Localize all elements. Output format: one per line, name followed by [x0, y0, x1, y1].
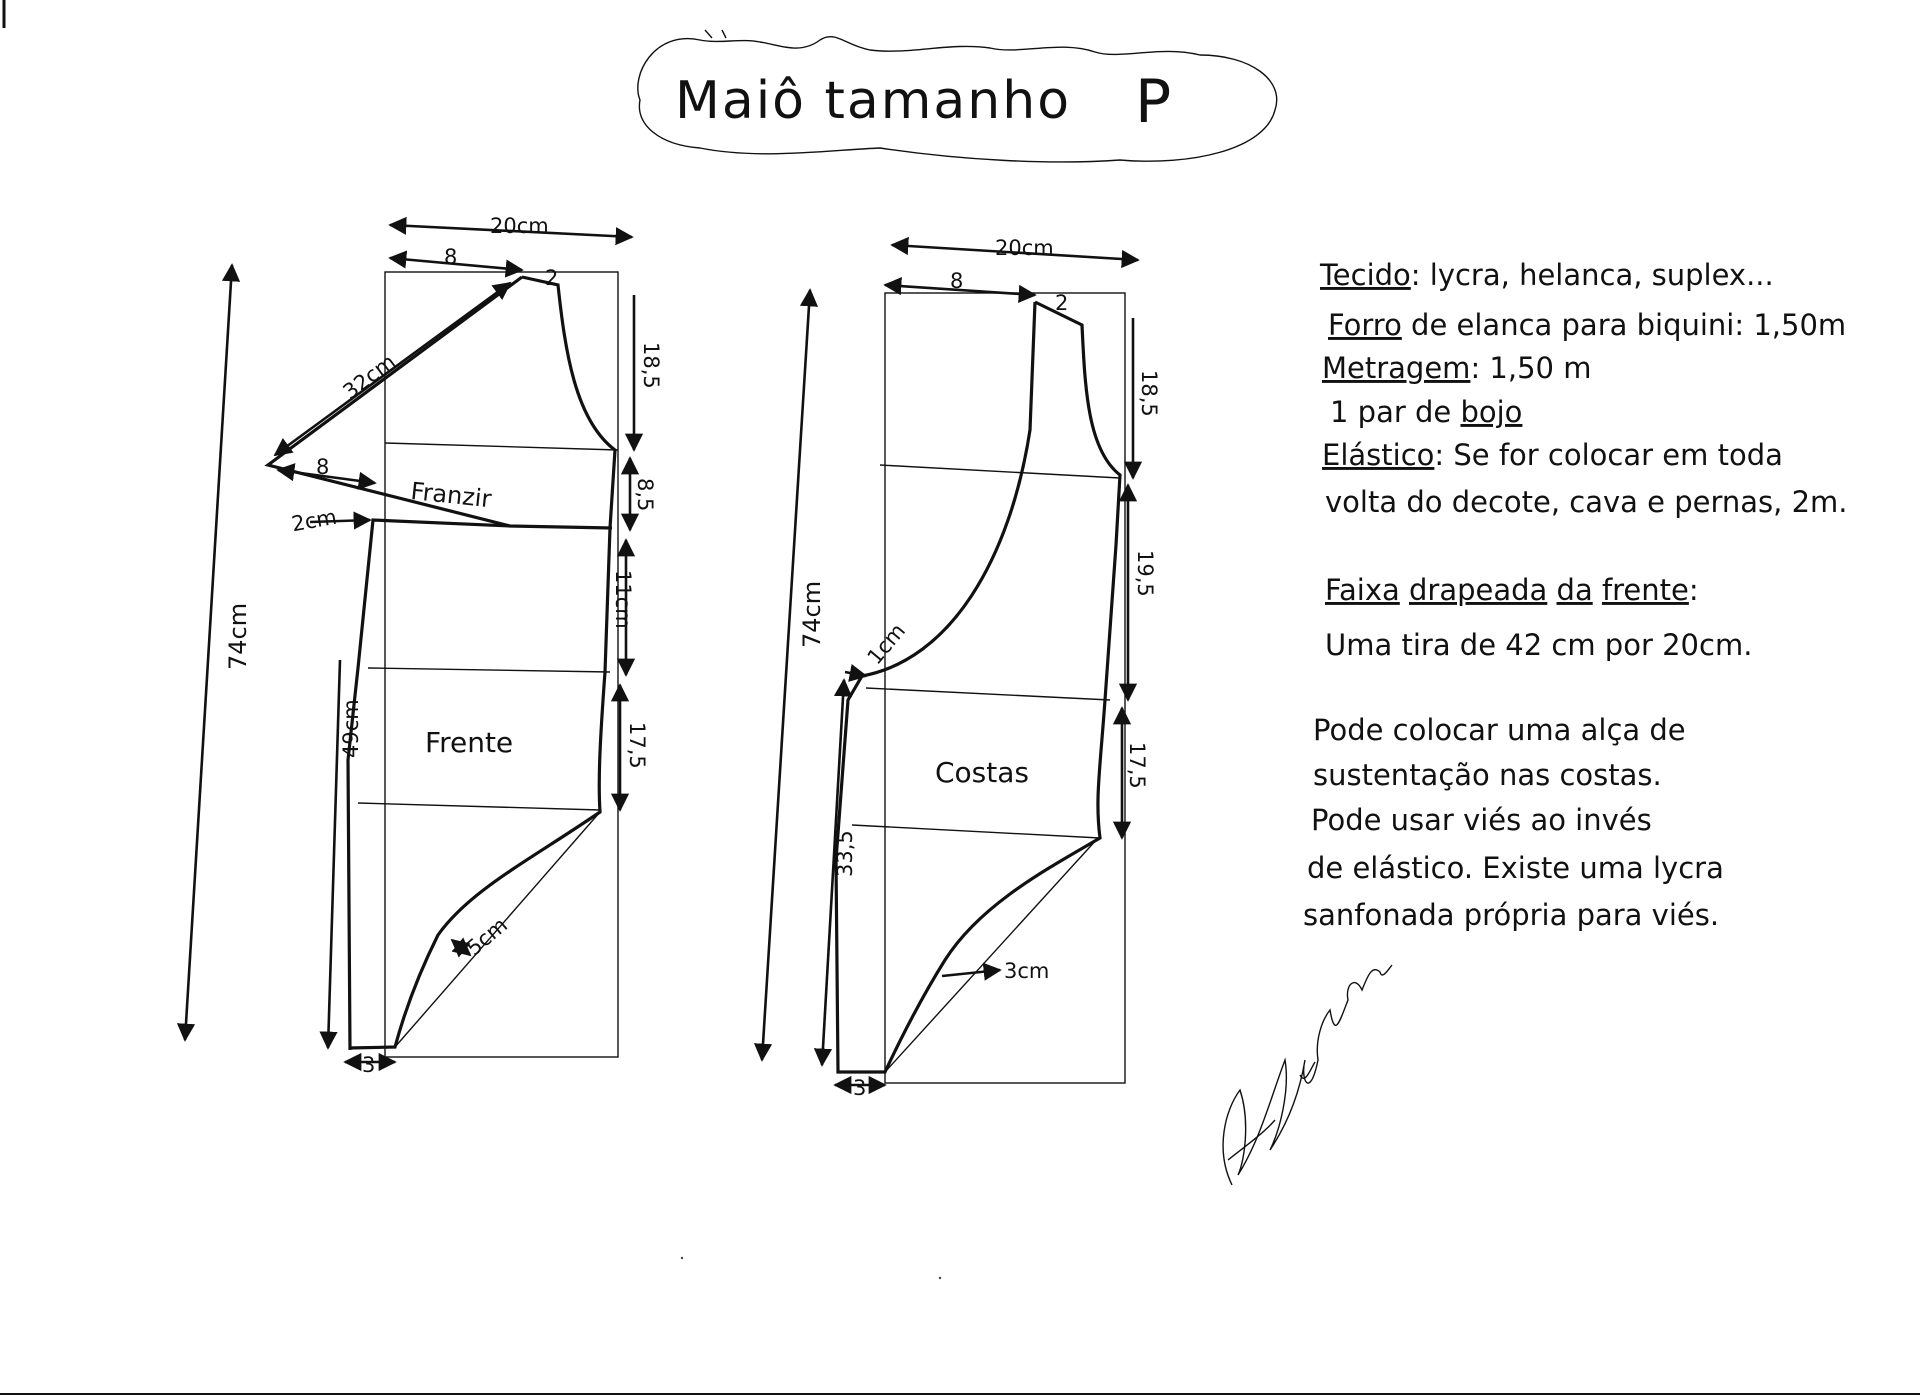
front-seg-label-2: 8,5 — [633, 478, 657, 512]
back-neck-offset-label: 1cm — [862, 618, 911, 670]
back-guide-line-3 — [852, 825, 1100, 838]
front-total-height-label: 74cm — [224, 602, 252, 670]
note-band-word-1: Faixa — [1325, 573, 1400, 607]
front-guide-line-2 — [368, 668, 610, 672]
back-shoulder-width-label: 2 — [1055, 291, 1069, 315]
title-text: Maiô tamanho — [675, 71, 1072, 131]
note-band-colon: : — [1688, 573, 1699, 607]
note-cups-prefix: 1 par de — [1330, 395, 1461, 429]
title-block — [638, 30, 1277, 162]
front-drape-length-label: 32cm — [338, 349, 400, 405]
front-curve-depth-label: 5cm — [461, 912, 512, 961]
back-guide-line-2 — [866, 688, 1110, 700]
note-elastic-2: volta do decote, cava e pernas, 2m. — [1325, 485, 1848, 519]
note-fabric — [1319, 258, 1774, 292]
note-tip-1: Pode colocar uma alça de — [1313, 713, 1686, 747]
back-outline — [836, 302, 1120, 1072]
note-fabric-text: : lycra, helanca, suplex... — [1410, 258, 1774, 292]
note-band-text: Uma tira de 42 cm por 20cm. — [1325, 628, 1753, 662]
note-band-title — [1325, 573, 1699, 607]
back-lower-height-label: 33,5 — [833, 830, 857, 877]
note-cups-label: bojo — [1460, 395, 1523, 429]
back-seg-label-1: 18,5 — [1137, 370, 1161, 417]
front-drape-offset-label: 2cm — [289, 504, 339, 537]
front-seg-label-3: 11cm — [611, 570, 635, 629]
scan-speck — [939, 1277, 941, 1279]
note-yardage — [1322, 351, 1591, 385]
back-seg-label-2: 19,5 — [1133, 550, 1157, 597]
title-cloud-tick — [705, 30, 726, 38]
note-tip-3: Pode usar viés ao invés — [1311, 803, 1652, 837]
front-pattern-piece — [185, 214, 663, 1077]
back-crotch-label: 3 — [853, 1076, 867, 1100]
back-total-height-label: 74cm — [798, 580, 826, 648]
back-curve-depth-dim — [942, 970, 1000, 976]
back-total-height-dim — [762, 290, 810, 1060]
note-elastic-1 — [1322, 438, 1783, 472]
front-shoulder-width-label: 2 — [545, 266, 559, 290]
note-tip-2: sustentação nas costas. — [1313, 758, 1662, 792]
note-yardage-label: Metragem — [1322, 351, 1471, 385]
front-shoulder-offset-label: 8 — [444, 245, 458, 269]
back-guide-line-1 — [880, 465, 1120, 478]
note-tip-5: sanfonada própria para viés. — [1303, 898, 1720, 932]
note-band-word-2: drapeada — [1409, 573, 1548, 607]
back-shoulder-offset-label: 8 — [950, 269, 964, 293]
note-tip-4: de elástico. Existe uma lycra — [1307, 851, 1724, 885]
front-piece-label: Frente — [425, 726, 514, 759]
notes-block — [1303, 258, 1847, 932]
back-neck-offset-dim — [845, 672, 866, 676]
back-pattern-piece — [762, 236, 1161, 1100]
front-width-label: 20cm — [490, 214, 549, 238]
back-seg-label-3: 17,5 — [1125, 742, 1149, 789]
front-crotch-label: 3 — [362, 1053, 376, 1077]
note-elastic-text: : Se for colocar em toda — [1434, 438, 1783, 472]
signature — [1223, 965, 1392, 1185]
front-gather-label: Franzir — [409, 476, 493, 514]
note-yardage-text: : 1,50 m — [1470, 351, 1592, 385]
title-size: P — [1135, 67, 1172, 137]
scan-speck — [681, 1257, 683, 1259]
note-band-word-4: frente — [1601, 573, 1689, 607]
note-fabric-label: Tecido — [1320, 258, 1411, 292]
note-band-word-3: da — [1556, 573, 1593, 607]
note-elastic-label: Elástico — [1322, 438, 1435, 472]
front-guide-line-3 — [358, 803, 600, 810]
front-seg-label-4: 17,5 — [625, 722, 649, 769]
front-guide-line-1 — [385, 443, 618, 450]
note-lining-label: Forro — [1328, 308, 1402, 342]
back-piece-label: Costas — [935, 756, 1029, 789]
front-drape-tip-label: 8 — [316, 455, 330, 479]
note-lining-text: de elanca para biquini: 1,50m — [1401, 308, 1847, 342]
front-lower-height-label: 49cm — [339, 699, 363, 758]
note-cups — [1330, 395, 1522, 429]
back-width-label: 20cm — [995, 236, 1054, 260]
note-lining — [1328, 308, 1846, 342]
back-leg-diagonal — [885, 838, 1098, 1072]
front-seg-label-1: 18,5 — [639, 342, 663, 389]
back-curve-depth-label: 3cm — [1004, 959, 1050, 983]
